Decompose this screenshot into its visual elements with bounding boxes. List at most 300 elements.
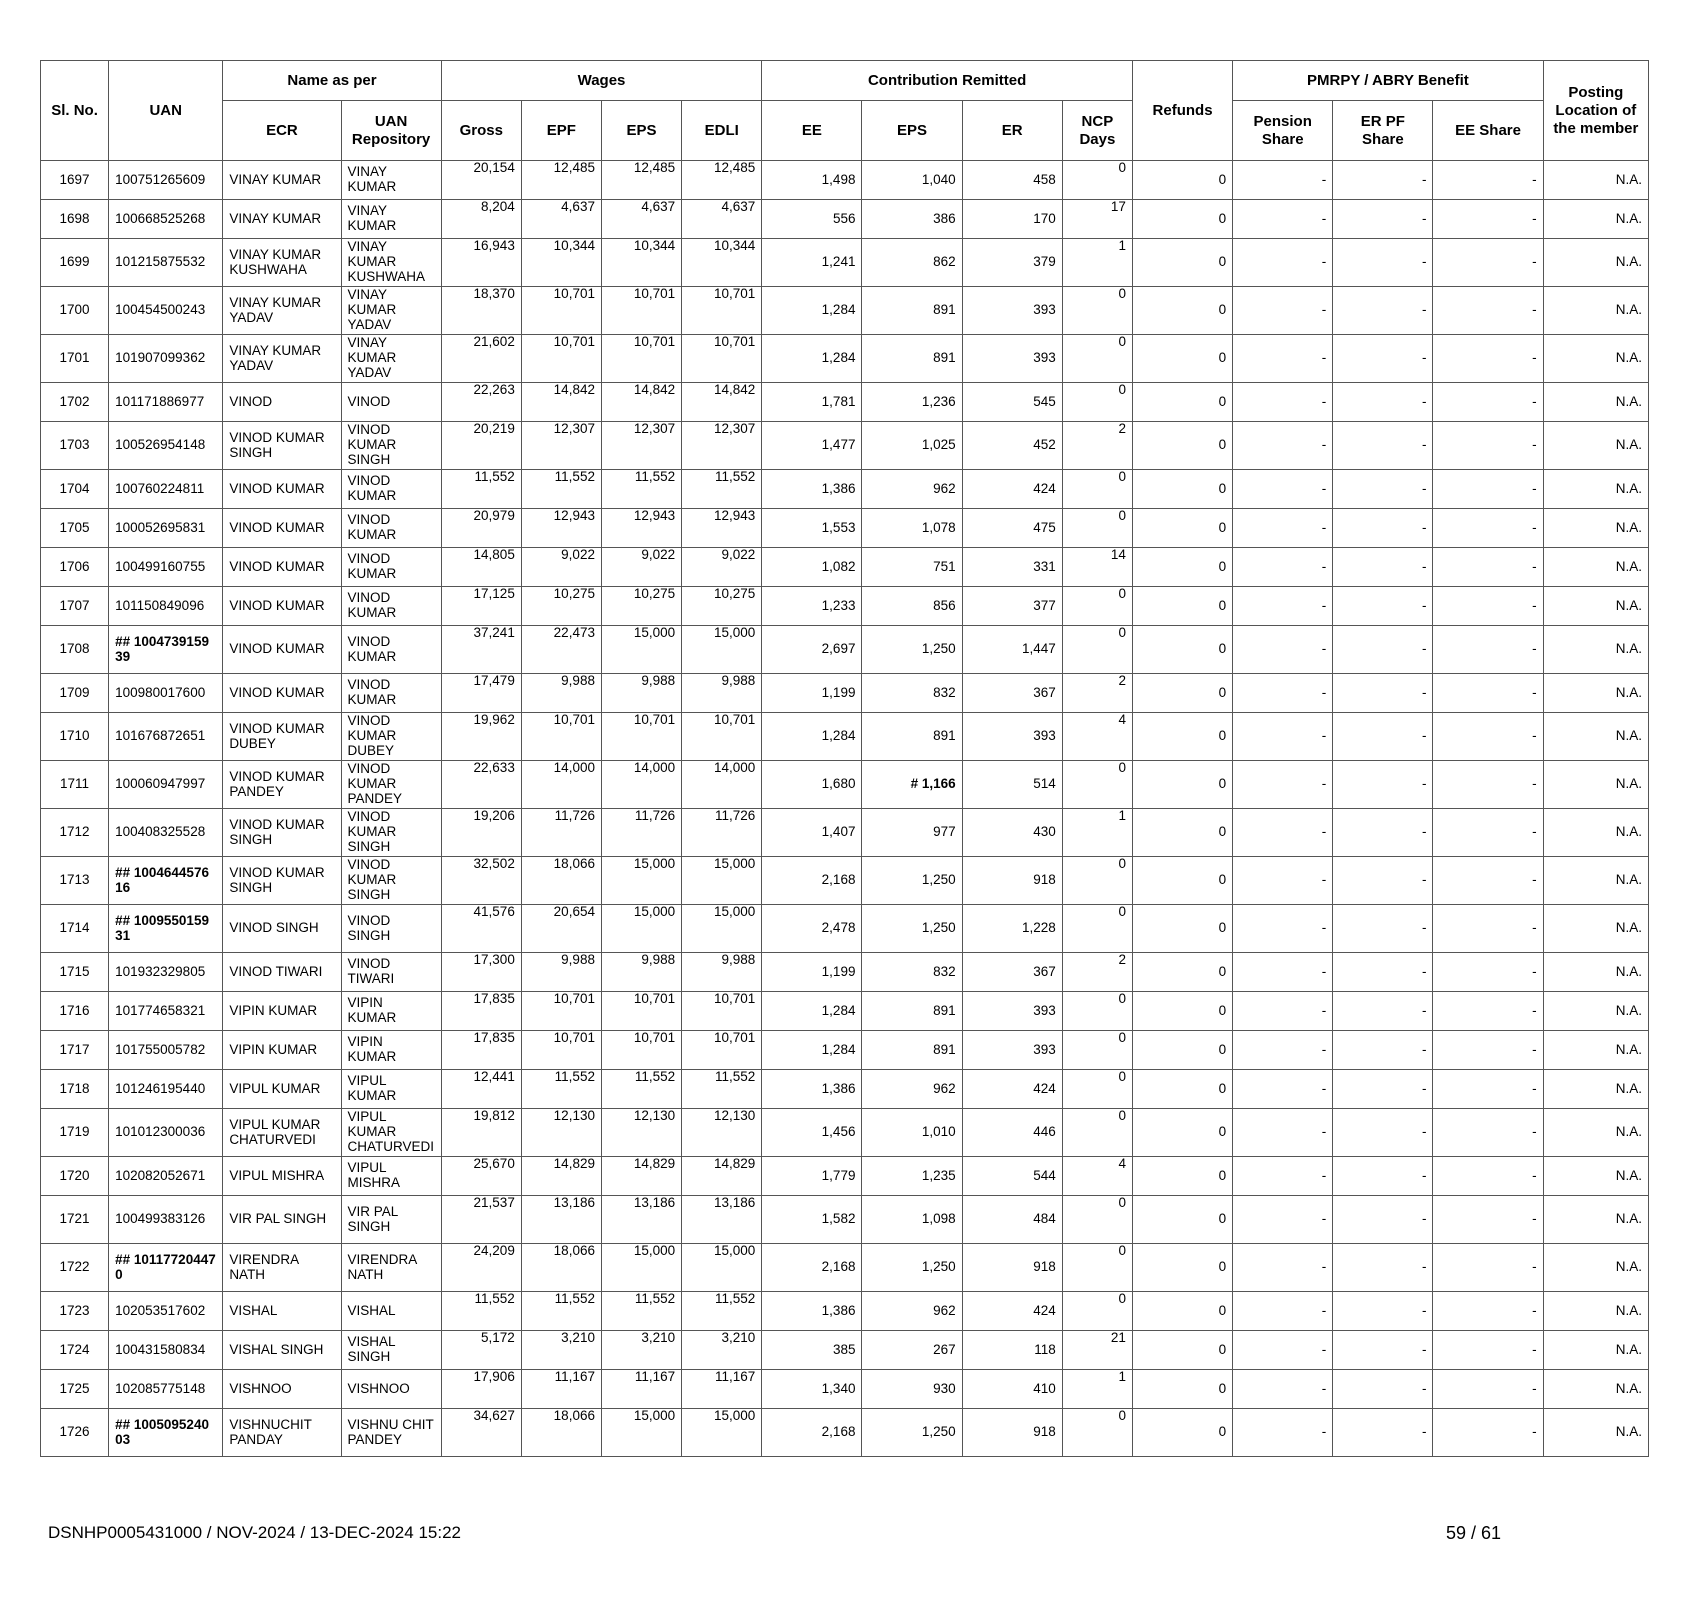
cell-pension-share: - [1233,548,1333,587]
cell-uan: 101150849096 [109,587,223,626]
cell-epf: 9,988 [521,953,601,992]
cell-ncp-days: 0 [1062,1292,1132,1331]
cell-er: 424 [962,1292,1062,1331]
cell-posting-location: N.A. [1543,287,1648,335]
cell-name-uan-repository: VIPUL KUMAR [341,1070,441,1109]
cell-ncp-days: 1 [1062,239,1132,287]
cell-er-pf-share: - [1333,713,1433,761]
cell-name-ecr: VISHAL SINGH [223,1331,341,1370]
cell-name-ecr: VIPUL MISHRA [223,1157,341,1196]
table-row [41,335,1649,383]
cell-eps-wages: 9,988 [601,674,681,713]
cell-ncp-days: 0 [1062,761,1132,809]
cell-sl-no: 1697 [41,161,109,200]
cell-uan: 101246195440 [109,1070,223,1109]
cell-edli: 10,701 [682,287,762,335]
cell-posting-location: N.A. [1543,509,1648,548]
cell-name-ecr: VINOD KUMAR [223,548,341,587]
cell-eps-wages: 12,307 [601,422,681,470]
cell-eps-contribution: 891 [862,1031,962,1070]
cell-name-uan-repository: VISHNOO [341,1370,441,1409]
cell-ncp-days: 0 [1062,1244,1132,1292]
cell-uan: ## 101177204470 [109,1244,223,1292]
cell-gross: 17,835 [441,1031,521,1070]
cell-ncp-days: 0 [1062,992,1132,1031]
cell-epf: 9,022 [521,548,601,587]
cell-edli: 4,637 [682,200,762,239]
cell-eps-contribution: 1,010 [862,1109,962,1157]
cell-eps-wages: 14,000 [601,761,681,809]
cell-eps-contribution: 832 [862,674,962,713]
table-row [41,548,1649,587]
table-row [41,422,1649,470]
cell-refunds: 0 [1132,1109,1232,1157]
cell-er: 1,447 [962,626,1062,674]
cell-pension-share: - [1233,1196,1333,1244]
cell-er: 544 [962,1157,1062,1196]
cell-gross: 21,602 [441,335,521,383]
cell-eps-wages: 10,275 [601,587,681,626]
cell-ncp-days: 0 [1062,626,1132,674]
cell-ncp-days: 2 [1062,674,1132,713]
table-row [41,1109,1649,1157]
cell-sl-no: 1699 [41,239,109,287]
cell-name-uan-repository: VISHAL SINGH [341,1331,441,1370]
cell-ee: 1,284 [762,287,862,335]
cell-name-ecr: VINOD KUMAR [223,674,341,713]
cell-eps-contribution: 832 [862,953,962,992]
cell-name-uan-repository: VISHAL [341,1292,441,1331]
cell-refunds: 0 [1132,1409,1232,1457]
table-row [41,239,1649,287]
cell-refunds: 0 [1132,674,1232,713]
cell-eps-contribution: 1,250 [862,626,962,674]
cell-eps-contribution: 930 [862,1370,962,1409]
cell-gross: 24,209 [441,1244,521,1292]
cell-sl-no: 1705 [41,509,109,548]
cell-name-ecr: VINOD KUMAR [223,509,341,548]
cell-ncp-days: 1 [1062,809,1132,857]
cell-epf: 11,726 [521,809,601,857]
cell-uan: 100526954148 [109,422,223,470]
cell-name-uan-repository: VINAY KUMAR YADAV [341,335,441,383]
cell-eps-wages: 11,552 [601,1070,681,1109]
cell-eps-wages: 15,000 [601,1409,681,1457]
cell-name-uan-repository: VINOD KUMAR [341,674,441,713]
cell-ee: 1,199 [762,674,862,713]
cell-gross: 19,812 [441,1109,521,1157]
cell-eps-contribution: 1,250 [862,857,962,905]
cell-name-uan-repository: VINOD KUMAR [341,470,441,509]
cell-ncp-days: 0 [1062,1196,1132,1244]
cell-sl-no: 1708 [41,626,109,674]
cell-name-ecr: VIPIN KUMAR [223,1031,341,1070]
cell-gross: 20,219 [441,422,521,470]
cell-name-ecr: VINAY KUMAR YADAV [223,335,341,383]
cell-eps-wages: 9,022 [601,548,681,587]
cell-ee: 1,082 [762,548,862,587]
cell-ee: 1,340 [762,1370,862,1409]
cell-gross: 17,479 [441,674,521,713]
cell-uan: ## 100955015931 [109,905,223,953]
cell-eps-contribution: 1,025 [862,422,962,470]
cell-ee-share: - [1433,470,1543,509]
cell-sl-no: 1718 [41,1070,109,1109]
cell-ee-share: - [1433,335,1543,383]
cell-posting-location: N.A. [1543,1292,1648,1331]
cell-ee: 2,697 [762,626,862,674]
cell-posting-location: N.A. [1543,1409,1648,1457]
cell-er-pf-share: - [1333,587,1433,626]
cell-er: 393 [962,1031,1062,1070]
cell-name-uan-repository: VINOD KUMAR [341,548,441,587]
cell-name-ecr: VINOD KUMAR SINGH [223,809,341,857]
cell-epf: 12,485 [521,161,601,200]
cell-epf: 20,654 [521,905,601,953]
cell-eps-wages: 10,701 [601,1031,681,1070]
cell-sl-no: 1707 [41,587,109,626]
cell-ee: 556 [762,200,862,239]
cell-er-pf-share: - [1333,953,1433,992]
cell-ee: 1,779 [762,1157,862,1196]
cell-ee: 1,284 [762,713,862,761]
cell-er-pf-share: - [1333,992,1433,1031]
cell-ncp-days: 0 [1062,857,1132,905]
cell-ncp-days: 21 [1062,1331,1132,1370]
cell-posting-location: N.A. [1543,470,1648,509]
cell-epf: 18,066 [521,857,601,905]
cell-eps-contribution: 751 [862,548,962,587]
cell-ee-share: - [1433,1244,1543,1292]
cell-ee: 1,553 [762,509,862,548]
cell-eps-wages: 14,829 [601,1157,681,1196]
cell-sl-no: 1717 [41,1031,109,1070]
cell-ee: 1,284 [762,1031,862,1070]
table-row [41,809,1649,857]
cell-ee: 2,168 [762,857,862,905]
cell-gross: 19,962 [441,713,521,761]
cell-er: 118 [962,1331,1062,1370]
cell-sl-no: 1724 [41,1331,109,1370]
cell-ee: 1,284 [762,335,862,383]
cell-sl-no: 1712 [41,809,109,857]
cell-er-pf-share: - [1333,1196,1433,1244]
cell-posting-location: N.A. [1543,1109,1648,1157]
cell-gross: 22,263 [441,383,521,422]
cell-eps-contribution: # 1,166 [862,761,962,809]
cell-name-ecr: VIPIN KUMAR [223,992,341,1031]
cell-refunds: 0 [1132,200,1232,239]
cell-pension-share: - [1233,1109,1333,1157]
cell-uan: 100751265609 [109,161,223,200]
cell-name-uan-repository: VIPIN KUMAR [341,1031,441,1070]
cell-sl-no: 1721 [41,1196,109,1244]
footer-document-reference: DSNHP0005431000 / NOV-2024 / 13-DEC-2024 15:22 [48,1523,461,1542]
header-eps-contribution: EPS [862,101,962,161]
cell-ncp-days: 0 [1062,1409,1132,1457]
cell-sl-no: 1714 [41,905,109,953]
cell-er-pf-share: - [1333,857,1433,905]
cell-posting-location: N.A. [1543,761,1648,809]
cell-gross: 8,204 [441,200,521,239]
cell-refunds: 0 [1132,383,1232,422]
cell-posting-location: N.A. [1543,905,1648,953]
cell-name-ecr: VINOD KUMAR SINGH [223,422,341,470]
cell-edli: 10,275 [682,587,762,626]
header-ecr: ECR [223,101,341,161]
cell-uan: 100499383126 [109,1196,223,1244]
cell-pension-share: - [1233,992,1333,1031]
cell-name-uan-repository: VIPUL MISHRA [341,1157,441,1196]
cell-sl-no: 1700 [41,287,109,335]
cell-er: 545 [962,383,1062,422]
cell-name-uan-repository: VINOD KUMAR SINGH [341,422,441,470]
cell-er: 393 [962,287,1062,335]
cell-gross: 5,172 [441,1331,521,1370]
cell-edli: 15,000 [682,857,762,905]
cell-ee-share: - [1433,509,1543,548]
cell-name-ecr: VINAY KUMAR [223,161,341,200]
table-row [41,1370,1649,1409]
cell-eps-wages: 3,210 [601,1331,681,1370]
cell-uan: 100454500243 [109,287,223,335]
cell-edli: 3,210 [682,1331,762,1370]
table-row [41,1157,1649,1196]
cell-uan: ## 100464457616 [109,857,223,905]
cell-gross: 12,441 [441,1070,521,1109]
footer-page-indicator: 59 / 61 [1446,1523,1502,1543]
cell-eps-contribution: 962 [862,1292,962,1331]
cell-eps-wages: 4,637 [601,200,681,239]
cell-name-ecr: VINOD KUMAR [223,470,341,509]
cell-epf: 11,552 [521,1292,601,1331]
cell-epf: 14,842 [521,383,601,422]
cell-edli: 11,167 [682,1370,762,1409]
cell-eps-contribution: 862 [862,239,962,287]
cell-ee-share: - [1433,626,1543,674]
cell-er-pf-share: - [1333,335,1433,383]
cell-eps-contribution: 386 [862,200,962,239]
table-row [41,1070,1649,1109]
cell-eps-wages: 10,701 [601,287,681,335]
cell-epf: 10,701 [521,287,601,335]
cell-eps-contribution: 891 [862,335,962,383]
cell-posting-location: N.A. [1543,1370,1648,1409]
cell-uan: 100408325528 [109,809,223,857]
cell-posting-location: N.A. [1543,857,1648,905]
cell-sl-no: 1725 [41,1370,109,1409]
cell-ee: 1,386 [762,1292,862,1331]
cell-edli: 11,726 [682,809,762,857]
table-row [41,383,1649,422]
cell-name-ecr: VINOD KUMAR [223,626,341,674]
cell-refunds: 0 [1132,1292,1232,1331]
cell-epf: 10,701 [521,713,601,761]
cell-er-pf-share: - [1333,674,1433,713]
cell-eps-wages: 15,000 [601,857,681,905]
cell-ee-share: - [1433,1370,1543,1409]
cell-edli: 10,701 [682,713,762,761]
header-er-pf-share: ER PF Share [1333,101,1433,161]
cell-epf: 12,130 [521,1109,601,1157]
header-eps-wages: EPS [601,101,681,161]
cell-ncp-days: 0 [1062,470,1132,509]
cell-ncp-days: 0 [1062,509,1132,548]
cell-er-pf-share: - [1333,239,1433,287]
cell-epf: 11,167 [521,1370,601,1409]
cell-uan: 102082052671 [109,1157,223,1196]
cell-gross: 37,241 [441,626,521,674]
cell-gross: 17,300 [441,953,521,992]
cell-ee-share: - [1433,1331,1543,1370]
cell-posting-location: N.A. [1543,1244,1648,1292]
cell-er: 424 [962,470,1062,509]
cell-ncp-days: 4 [1062,713,1132,761]
cell-pension-share: - [1233,383,1333,422]
cell-name-uan-repository: VIPUL KUMAR CHATURVEDI [341,1109,441,1157]
cell-uan: 101755005782 [109,1031,223,1070]
cell-sl-no: 1711 [41,761,109,809]
cell-name-ecr: VISHNOO [223,1370,341,1409]
table-row [41,200,1649,239]
cell-refunds: 0 [1132,548,1232,587]
cell-ee-share: - [1433,1292,1543,1331]
cell-refunds: 0 [1132,857,1232,905]
cell-gross: 25,670 [441,1157,521,1196]
cell-epf: 10,701 [521,1031,601,1070]
cell-name-uan-repository: VIPIN KUMAR [341,992,441,1031]
cell-pension-share: - [1233,857,1333,905]
cell-eps-contribution: 891 [862,992,962,1031]
cell-gross: 18,370 [441,287,521,335]
cell-refunds: 0 [1132,1157,1232,1196]
cell-name-ecr: VIPUL KUMAR [223,1070,341,1109]
cell-edli: 10,701 [682,335,762,383]
cell-posting-location: N.A. [1543,161,1648,200]
cell-uan: ## 100509524003 [109,1409,223,1457]
table-row [41,953,1649,992]
cell-er-pf-share: - [1333,548,1433,587]
cell-posting-location: N.A. [1543,335,1648,383]
table-row [41,1196,1649,1244]
cell-gross: 11,552 [441,470,521,509]
cell-refunds: 0 [1132,161,1232,200]
cell-uan: 101907099362 [109,335,223,383]
cell-ncp-days: 17 [1062,200,1132,239]
cell-refunds: 0 [1132,713,1232,761]
cell-ncp-days: 0 [1062,287,1132,335]
cell-posting-location: N.A. [1543,200,1648,239]
cell-eps-wages: 11,552 [601,1292,681,1331]
cell-refunds: 0 [1132,422,1232,470]
cell-name-uan-repository: VINOD [341,383,441,422]
cell-er: 331 [962,548,1062,587]
cell-ee: 1,233 [762,587,862,626]
cell-er: 1,228 [962,905,1062,953]
cell-gross: 17,835 [441,992,521,1031]
cell-ee: 2,478 [762,905,862,953]
cell-eps-wages: 9,988 [601,953,681,992]
cell-edli: 9,988 [682,953,762,992]
cell-ncp-days: 0 [1062,335,1132,383]
cell-er-pf-share: - [1333,1244,1433,1292]
cell-gross: 21,537 [441,1196,521,1244]
cell-eps-contribution: 891 [862,713,962,761]
cell-ee: 2,168 [762,1409,862,1457]
cell-ee: 1,781 [762,383,862,422]
cell-pension-share: - [1233,809,1333,857]
cell-name-uan-repository: VISHNU CHIT PANDEY [341,1409,441,1457]
cell-epf: 9,988 [521,674,601,713]
header-refunds: Refunds [1132,61,1232,161]
cell-name-ecr: VINOD [223,383,341,422]
cell-refunds: 0 [1132,953,1232,992]
cell-posting-location: N.A. [1543,953,1648,992]
cell-er-pf-share: - [1333,626,1433,674]
cell-epf: 3,210 [521,1331,601,1370]
cell-ee-share: - [1433,809,1543,857]
cell-ee-share: - [1433,905,1543,953]
cell-posting-location: N.A. [1543,1331,1648,1370]
cell-name-uan-repository: VINOD KUMAR SINGH [341,809,441,857]
cell-er: 170 [962,200,1062,239]
cell-er: 514 [962,761,1062,809]
cell-edli: 12,130 [682,1109,762,1157]
table-row [41,161,1649,200]
cell-gross: 19,206 [441,809,521,857]
cell-uan: 101676872651 [109,713,223,761]
cell-ee: 2,168 [762,1244,862,1292]
cell-ee: 385 [762,1331,862,1370]
cell-eps-wages: 15,000 [601,1244,681,1292]
cell-name-ecr: VINOD KUMAR [223,587,341,626]
cell-name-uan-repository: VINOD KUMAR SINGH [341,857,441,905]
cell-pension-share: - [1233,1331,1333,1370]
cell-epf: 22,473 [521,626,601,674]
cell-eps-contribution: 1,250 [862,1244,962,1292]
cell-eps-contribution: 856 [862,587,962,626]
cell-edli: 14,000 [682,761,762,809]
cell-edli: 9,022 [682,548,762,587]
cell-posting-location: N.A. [1543,809,1648,857]
cell-name-ecr: VIR PAL SINGH [223,1196,341,1244]
cell-refunds: 0 [1132,626,1232,674]
cell-name-ecr: VIRENDRA NATH [223,1244,341,1292]
cell-sl-no: 1715 [41,953,109,992]
cell-ee-share: - [1433,239,1543,287]
cell-er: 430 [962,809,1062,857]
cell-eps-wages: 10,344 [601,239,681,287]
cell-er: 458 [962,161,1062,200]
cell-ncp-days: 0 [1062,383,1132,422]
cell-eps-contribution: 1,078 [862,509,962,548]
cell-name-uan-repository: VINOD KUMAR DUBEY [341,713,441,761]
cell-er: 393 [962,992,1062,1031]
cell-epf: 10,701 [521,992,601,1031]
cell-eps-wages: 11,726 [601,809,681,857]
cell-pension-share: - [1233,674,1333,713]
cell-uan: 101171886977 [109,383,223,422]
cell-er-pf-share: - [1333,1109,1433,1157]
header-uan: UAN [109,61,223,161]
cell-eps-wages: 14,842 [601,383,681,422]
cell-eps-contribution: 891 [862,287,962,335]
cell-refunds: 0 [1132,809,1232,857]
cell-ee-share: - [1433,1109,1543,1157]
cell-epf: 13,186 [521,1196,601,1244]
cell-sl-no: 1713 [41,857,109,905]
cell-name-uan-repository: VIRENDRA NATH [341,1244,441,1292]
